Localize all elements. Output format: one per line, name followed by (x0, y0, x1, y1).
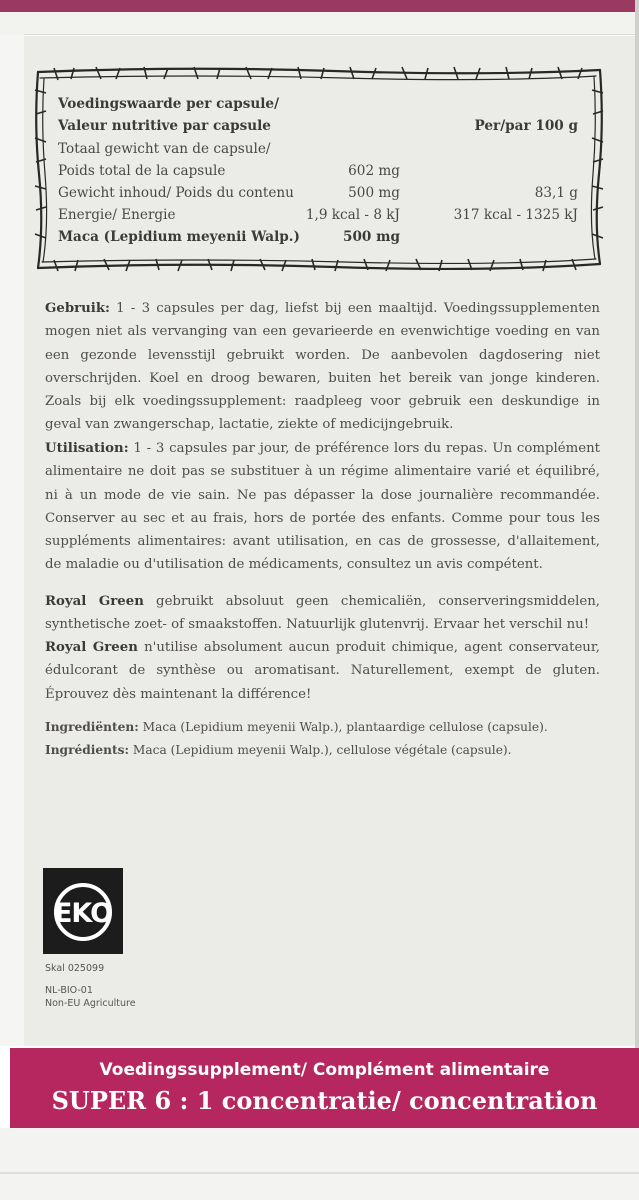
product-banner (10, 1048, 639, 1128)
brand-name: Royal Green (45, 640, 138, 655)
top-color-strip (0, 0, 639, 12)
eko-logo-icon (43, 868, 123, 954)
usage-fr-label: Utilisation: (45, 441, 129, 456)
brand-nl-paragraph: Royal Green gebruikt absoluut geen chemicaliën, conserveringsmiddelen, synthetische zoet- of smaakstoffen. Natuurlijk glutenvrij. Ervaar het verschil nu! (45, 594, 600, 633)
cert-code: NL-BIO-01 (45, 985, 93, 996)
nutrition-table: Voedingswaarde per capsule/ Valeur nutritive par capsule Per/par 100 g Totaal gewicht van de capsule/ Poids total de la capsule 602 mg Gewicht inhoud/ Poids du contenu 500 mg 83,1 g Energie/ Energie 1,9 kcal - 8 kJ 317 kcal - 1325 kJ Maca (Lepidium meyenii Walp.) 500 mg (34, 64, 604, 274)
ingredients-fr: Ingrédients: Maca (Lepidium meyenii Walp.), cellulose végétale (capsule). (45, 743, 512, 757)
box-right-edge (635, 0, 639, 1200)
ingredients-nl: Ingrediënten: Maca (Lepidium meyenii Walp.), plantaardige cellulose (capsule). (45, 720, 548, 734)
usage-nl-label: Gebruik: (45, 301, 110, 316)
box-bottom-flap (0, 1128, 639, 1200)
ingredients-fr-label: Ingrédients: (45, 743, 130, 757)
box-top-flap (0, 0, 639, 35)
brand-name: Royal Green (45, 594, 144, 609)
ingredients-nl-label: Ingrediënten: (45, 720, 139, 734)
per-100g-header: Per/par 100 g (474, 118, 578, 134)
eko-logo (43, 868, 123, 954)
usage-fr-paragraph: Utilisation: 1 - 3 capsules par jour, de préférence lors du repas. Un complément alimentaire ne doit pas se substituer à un régime alimentaire varié et équilibré, ni à un mode de vie sain. Ne pas dépasser la dose journalière recommandée. Conserver au sec et au frais, hors de portée des enfants. Comme pour tous les suppléments alimentaires: avant utilisation, en cas de grossesse, d'allaitement, de maladie ou d'utilisation de médicaments, consultez un avis compétent. (45, 441, 600, 573)
bottom-edge-line (0, 1172, 639, 1174)
brand-fr-paragraph: Royal Green n'utilise absolument aucun produit chimique, agent conservateur, édulcorant de synthèse ou aromatisant. Naturellement, exempt de gluten. Éprouvez dès maintenant la différence! (45, 640, 600, 702)
cert-skal: Skal 025099 (45, 963, 105, 974)
banner-subtitle: Voedingssupplement/ Complément alimentaire (99, 1060, 550, 1080)
banner-title: SUPER 6 : 1 concentratie/ concentration (51, 1086, 598, 1115)
cert-agriculture: Non-EU Agriculture (45, 998, 136, 1009)
svg-text:EKO: EKO (53, 898, 113, 929)
usage-nl-paragraph: Gebruik: 1 - 3 capsules per dag, liefst bij een maaltijd. Voedingssupplementen mogen niet als vervanging van een gevarieerde en evenwichtige voeding en van een gezonde levensstijl gebruikt worden. De aanbevolen dagdosering niet overschrijden. Koel en droog bewaren, buiten het bereik van jonge kinderen. Zoals bij elk voedingssupplement: raadpleeg voor gebruik een deskundige in geval van zwangerschap, lactatie, ziekte of medicijngebruik. (45, 301, 600, 433)
box-left-edge (0, 34, 24, 1046)
